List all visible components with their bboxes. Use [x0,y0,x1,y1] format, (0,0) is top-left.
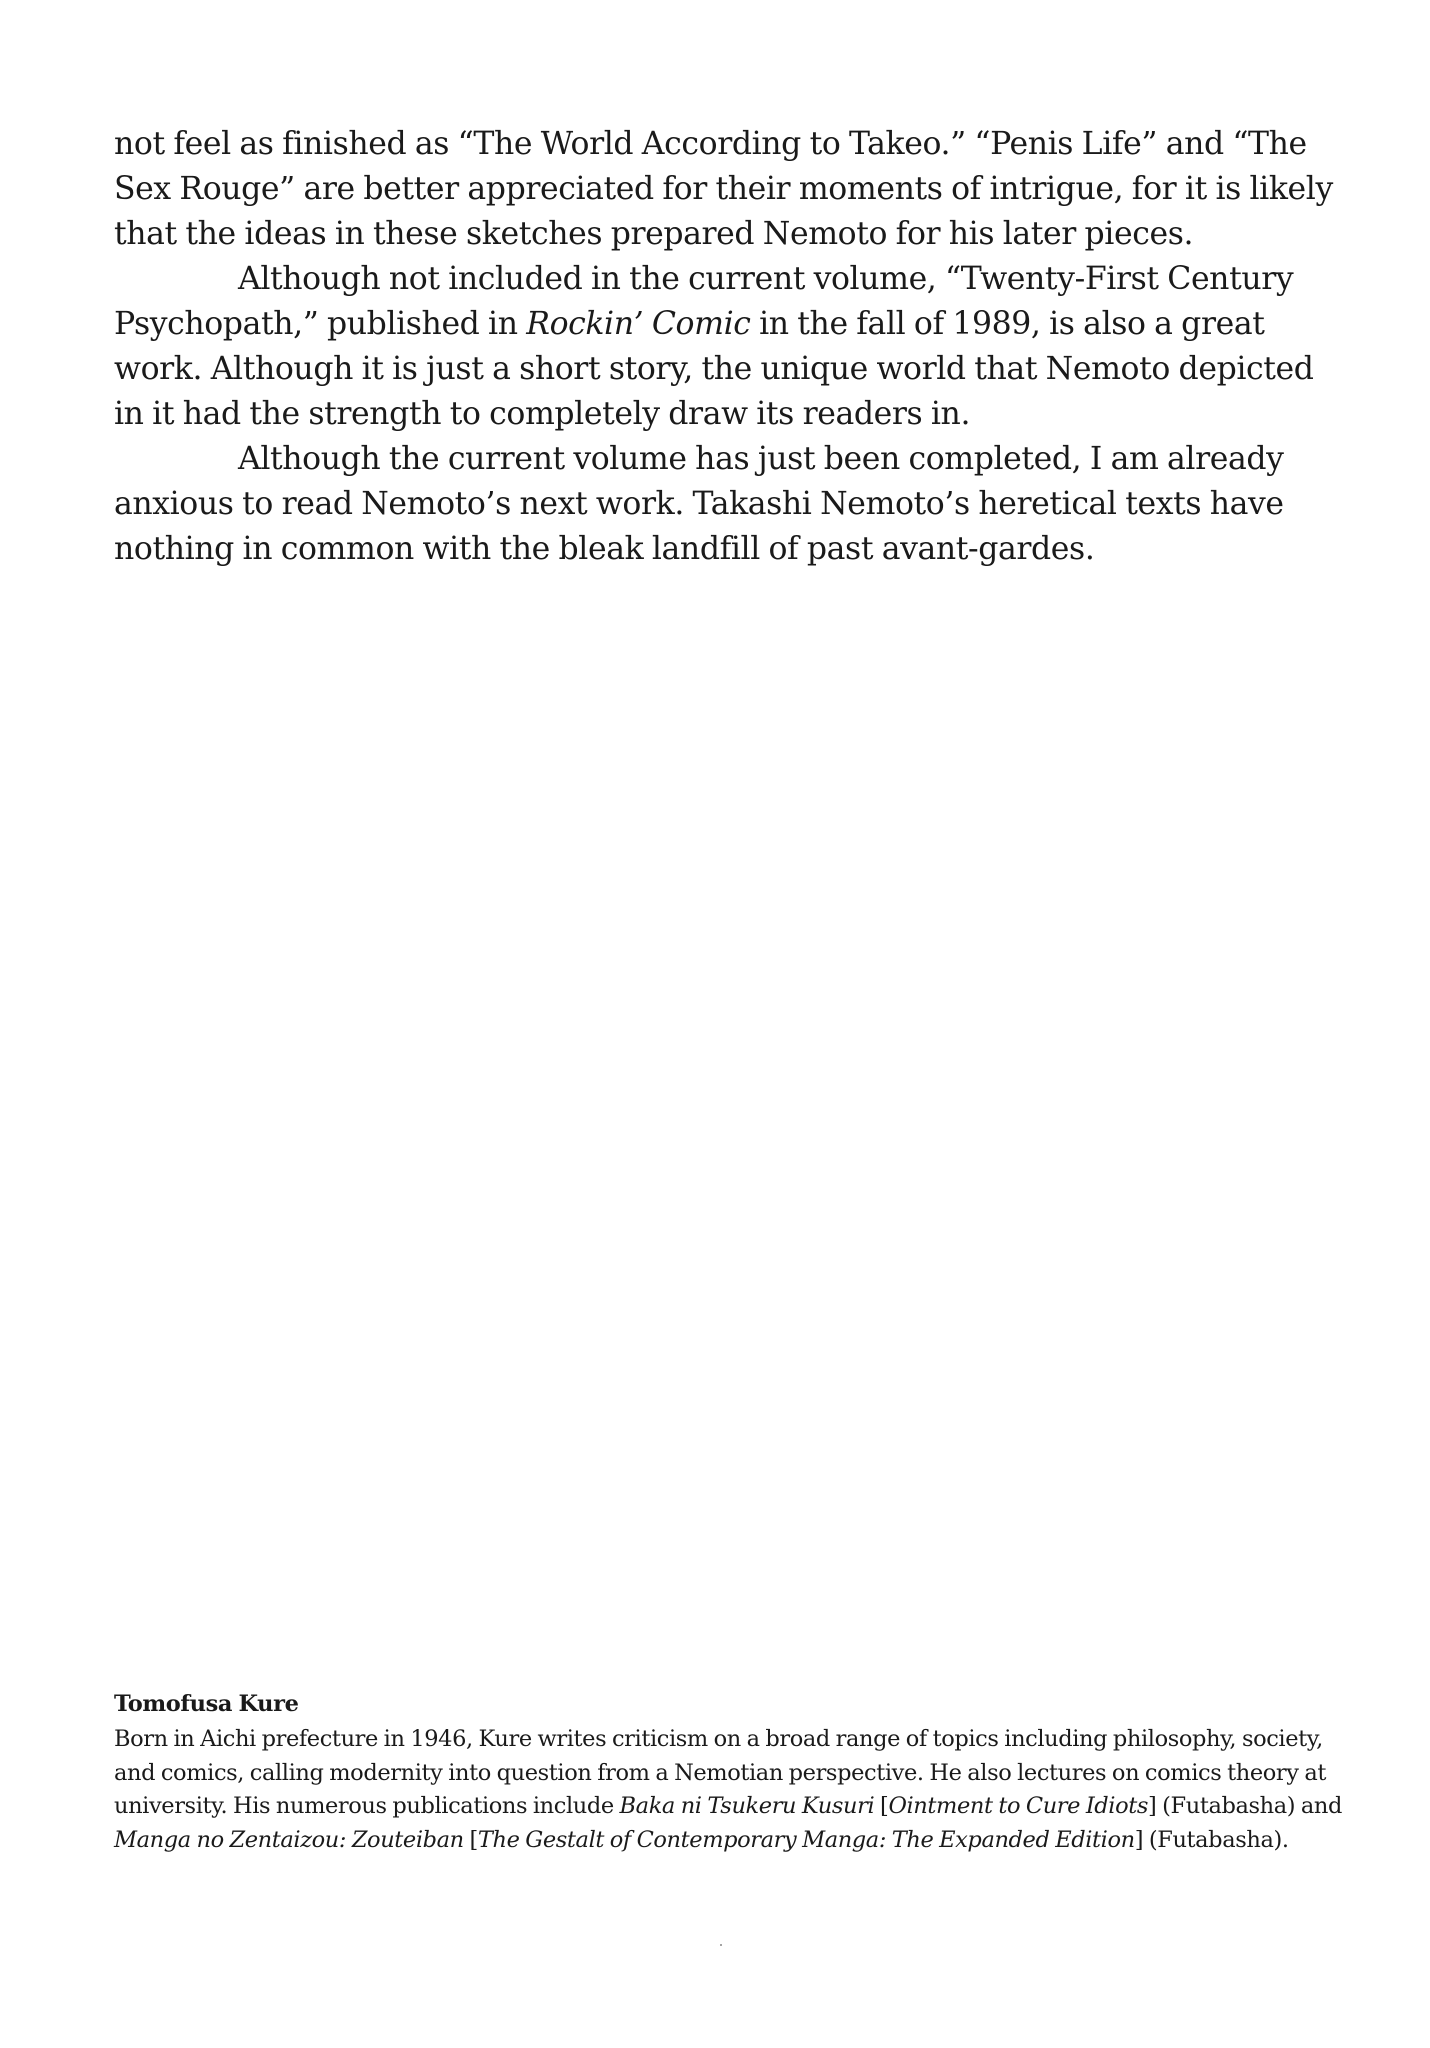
text-run: Born in Aichi prefecture in 1946, Kure writes criticism on a broad range of topics including philosophy, society, and comics, calling modernity into question from a Nemotian perspective. He also lectures on comics theory at university. His numerous publications include [114,1726,1326,1819]
text-run: [ [874,1793,889,1819]
essay-body [114,122,1334,572]
text-run: not feel as finished as “The World According to Takeo.” “Penis Life” and “The Sex Rouge” are better appreciated for their moments of intrigue, for it is likely that the ideas in these sketches prepared Nemoto for his later pieces. [114,126,1333,252]
text-run: ] (Futabasha) and [1148,1793,1343,1819]
italic-title: Baka ni Tsukeru Kusuri [619,1793,875,1819]
text-run: Although not included in the current volume, “Twenty-First Century Psychopath,” published in [114,261,1294,342]
author-name: Tomofusa Kure [114,1691,299,1717]
scan-speck [720,1944,722,1946]
italic-title: Manga no Zentaizou: Zouteiban [114,1826,464,1853]
paragraph [114,257,1334,437]
text-run: [ [463,1826,478,1853]
text-run: in the fall of 1989, is also a great work. Although it is just a short story, the unique world that Nemoto depicted in it had the strength to completely draw its readers in. [114,306,1314,432]
author-bio-text [114,1723,1344,1857]
paragraph [114,122,1334,257]
italic-title: Ointment to Cure Idiots [888,1793,1149,1819]
text-run: Although the current volume has just been completed, I am already anxious to read Nemoto’s next work. Takashi Nemoto’s heretical texts have nothing in common with the bleak landfill of past avant-gardes. [114,441,1284,567]
italic-title: The Gestalt of Contemporary Manga: The Expanded Edition [477,1826,1135,1853]
paragraph [114,437,1334,572]
text-run: ] (Futabasha). [1134,1826,1289,1853]
italic-title: Rockin’ Comic [526,306,751,342]
author-bio [114,1688,1344,1857]
